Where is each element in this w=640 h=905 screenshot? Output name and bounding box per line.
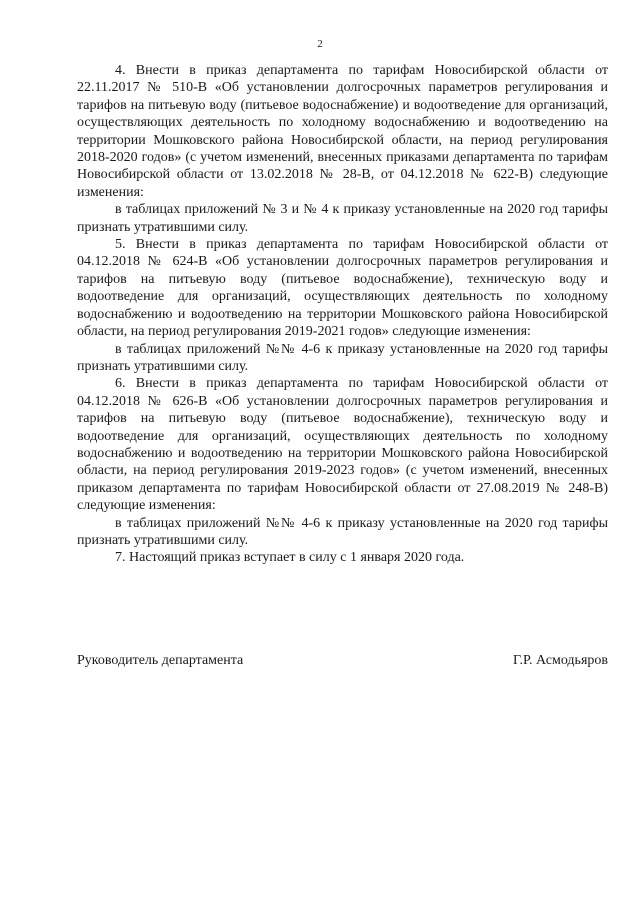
signatory-name: Г.Р. Асмодьяров — [512, 653, 608, 668]
paragraph-item-4-change: в таблицах приложений № 3 и № 4 к приказу установленные на 2020 год тарифы признать утратившими силу. — [77, 202, 608, 235]
paragraph-item-6: 6. Внести в приказ департамента по тарифам Новосибирской области от 04.12.2018 № 626-В «Об установлении долгосрочных параметров регулирования и тарифов на питьевую воду (питьевое водоснабжение), техническую воду и водоотведение для организаций, осуществляющих деятельность по холодному водоснабжению и водоотведению на территории Мошковского района Новосибирской области, на период регулирования 2019-2023 годов» (с учетом изменений, внесенных приказом департамента по тарифам Новосибирской области от 27.08.2019 № 248-В) следующие изменения: — [77, 376, 608, 514]
paragraph-item-5-change: в таблицах приложений №№ 4-6 к приказу установленные на 2020 год тарифы признать утратившими силу. — [77, 341, 608, 374]
page-number: 2 — [317, 38, 323, 50]
signature-block — [77, 652, 608, 669]
paragraph-item-6-change: в таблицах приложений №№ 4-6 к приказу установленные на 2020 год тарифы признать утратившими силу. — [77, 515, 608, 548]
document-body — [77, 62, 608, 567]
paragraph-item-5: 5. Внести в приказ департамента по тарифам Новосибирской области от 04.12.2018 № 624-В «Об установлении долгосрочных параметров регулирования и тарифов на питьевую воду (питьевое водоснабжение), техническую воду и водоотведение для организаций, осуществляющих деятельность по холодному водоснабжению и водоотведению на территории Мошковского района Новосибирской области, на период регулирования 2019-2021 годов» следующие изменения: — [77, 237, 608, 340]
paragraph-item-4: 4. Внести в приказ департамента по тарифам Новосибирской области от 22.11.2017 № 510-В «Об установлении долгосрочных параметров регулирования и тарифов на питьевую воду (питьевое водоснабжение) и водоотведение для организаций, осуществляющих деятельность по холодному водоснабжению и водоотведению на территории Мошковского района Новосибирской области, на период регулирования 2018-2020 годов» (с учетом изменений, внесенных приказами департамента по тарифам Новосибирской области от 13.02.2018 № 28-В, от 04.12.2018 № 622-В) следующие изменения: — [77, 63, 608, 200]
signatory-position: Руководитель департамента — [77, 653, 244, 668]
paragraph-item-7: 7. Настоящий приказ вступает в силу с 1 января 2020 года. — [115, 550, 465, 566]
